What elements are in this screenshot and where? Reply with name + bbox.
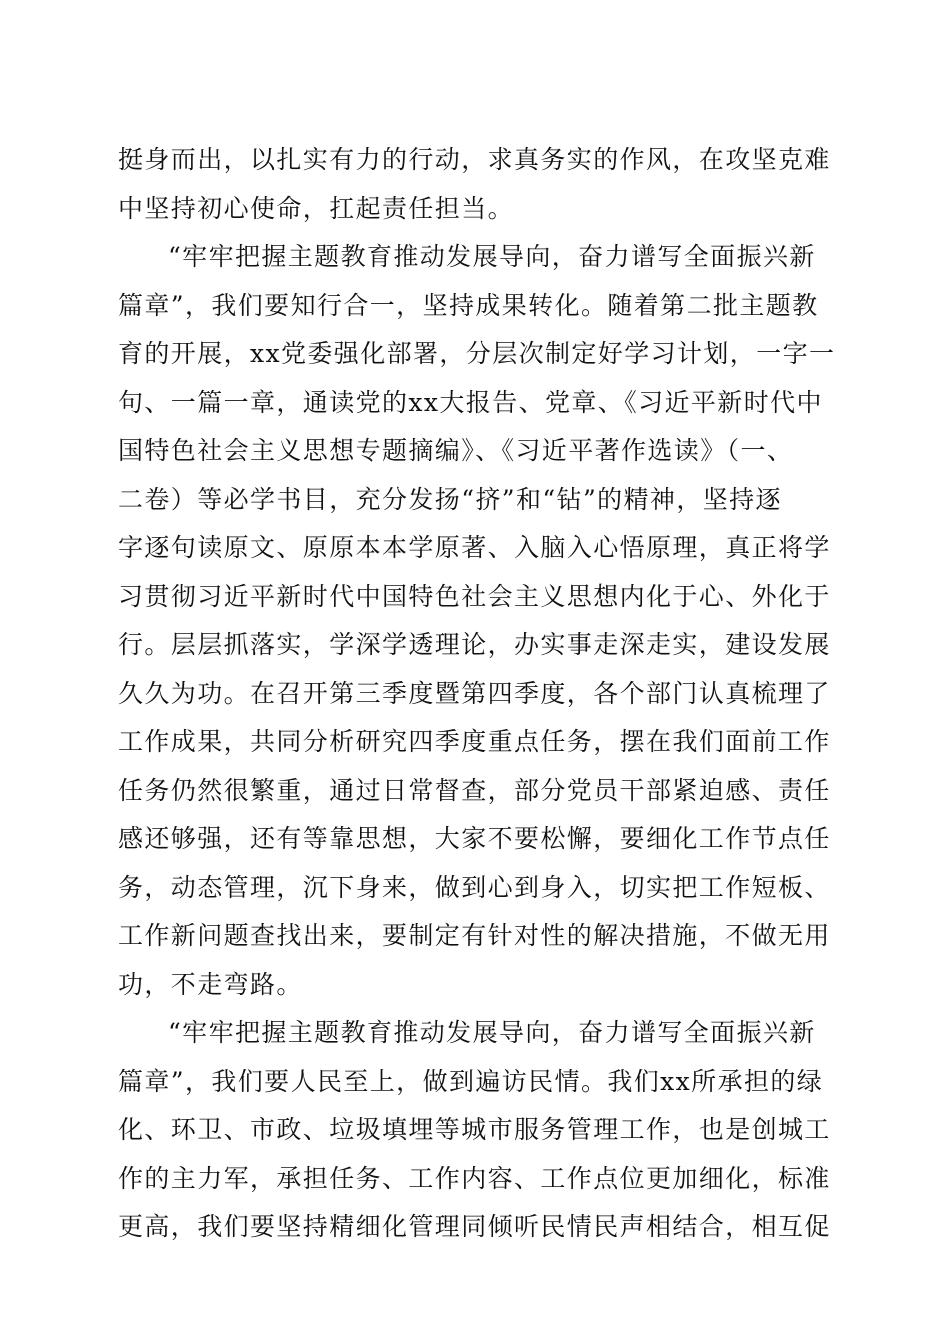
text-line: 中坚持初心使命，扛起责任担当。 (118, 193, 515, 223)
text-line: 感还够强，还有等靠思想，大家不要松懈，要细化工作节点任 (118, 824, 831, 853)
text-line: 篇章”，我们要知行合一，坚持成果转化。随着第二批主题教 (118, 290, 819, 320)
text-line: 久久为功。在召开第三季度暨第四季度，各个部门认真梳理了 (118, 678, 831, 708)
text-line: 功，不走弯路。 (118, 969, 303, 999)
paragraph-start-line: “牢牢把握主题教育推动发展导向，奋力谱写全面振兴新 (168, 242, 816, 271)
text-line: 作的主力军，承担任务、工作内容、工作点位更加细化，标准 (118, 1163, 831, 1193)
paragraph-start-line: “牢牢把握主题教育推动发展导向，奋力谱写全面振兴新 (168, 1018, 816, 1047)
text-line: 字逐句读原文、原原本本学原著、入脑入心悟原理，真正将学 (118, 533, 831, 562)
text-line: 育的开展，xx党委强化部署，分层次制定好学习计划，一字一 (118, 339, 836, 368)
text-line: 挺身而出，以扎实有力的行动，求真务实的作风，在攻坚克难 (118, 145, 831, 174)
text-line: 任务仍然很繁重，通过日常督查，部分党员干部紧迫感、责任 (118, 775, 831, 805)
text-line: 行。层层抓落实，学深学透理论，办实事走深走实，建设发展 (118, 630, 831, 659)
text-line: 务，动态管理，沉下身来，做到心到身入，切实把工作短板、 (118, 872, 831, 902)
text-line: 化、环卫、市政、垃圾填埋等城市服务管理工作，也是创城工 (118, 1115, 831, 1144)
document-body (118, 136, 836, 1252)
text-line: 工作新问题查找出来，要制定有针对性的解决措施，不做无用 (118, 921, 831, 950)
text-line: 二卷）等必学书目，充分发扬“挤”和“钻”的精神，坚持逐 (118, 484, 782, 514)
text-line: 工作成果，共同分析研究四季度重点任务，摆在我们面前工作 (118, 727, 831, 756)
text-line: 更高，我们要坚持精细化管理同倾听民情民声相结合，相互促 (118, 1212, 831, 1241)
text-line: 国特色社会主义思想专题摘编》、《习近平著作选读》（一、 (118, 436, 794, 465)
text-line: 句、一篇一章，通读党的xx大报告、党章、《习近平新时代中 (118, 387, 823, 417)
text-line: 习贯彻习近平新时代中国特色社会主义思想内化于心、外化于 (118, 581, 831, 611)
text-line: 篇章”，我们要人民至上，做到遍访民情。我们xx所承担的绿 (118, 1066, 824, 1096)
